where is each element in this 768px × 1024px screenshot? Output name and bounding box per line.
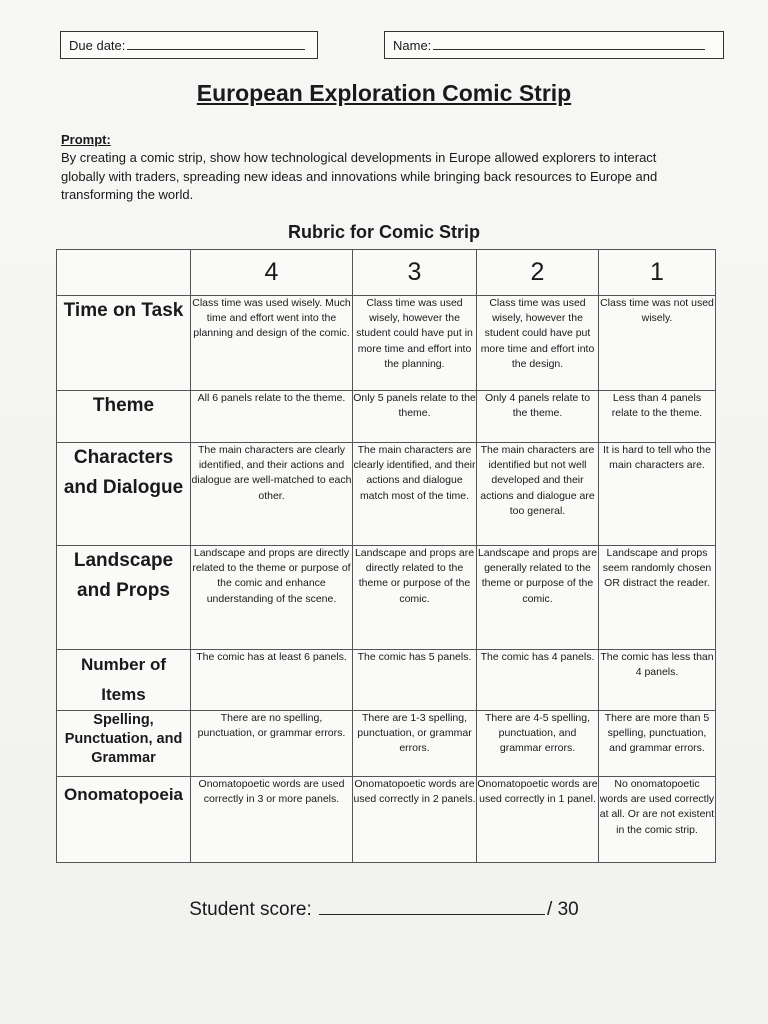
prompt-text: By creating a comic strip, show how technological developments in Europe allowed explorers to interact globally with traders, spreading new ideas and innovations while bringing back resources to Europe and transforming the world. [61, 150, 658, 202]
rubric-cell: There are no spelling, punctuation, or grammar errors. [191, 711, 353, 777]
name-field[interactable] [384, 31, 724, 59]
rubric-cell: Landscape and props are directly related to the theme or purpose of the comic. [353, 546, 477, 650]
rubric-cell: The comic has 4 panels. [477, 650, 599, 711]
rubric-row-landscape [57, 546, 716, 650]
rubric-header-row [57, 250, 716, 296]
rubric-cell: Class time was not used wisely. [599, 296, 716, 391]
rubric-cell: Landscape and props seem randomly chosen OR distract the reader. [599, 546, 716, 650]
rubric-cell: Onomatopoetic words are used correctly in 1 panel. [477, 777, 599, 863]
page-title: European Exploration Comic Strip [196, 80, 572, 106]
rubric-title: Rubric for Comic Strip [287, 222, 480, 242]
rubric-cell: All 6 panels relate to the theme. [191, 391, 353, 443]
name-blank[interactable] [433, 37, 705, 50]
criterion-landscape-props: Landscape and Props [57, 546, 191, 650]
rubric-cell: Class time was used wisely, however the student could have put more time and effort into the design. [477, 296, 599, 391]
rubric-row-theme [57, 391, 716, 443]
rubric-cell: The main characters are identified but not well developed and their actions and dialogue are too general. [477, 443, 599, 546]
name-label: Name: [393, 38, 432, 53]
rubric-cell: The main characters are clearly identified, and their actions and dialogue match most of the time. [353, 443, 477, 546]
rubric-row-characters [57, 443, 716, 546]
rubric-cell: Only 4 panels relate to the theme. [477, 391, 599, 443]
rubric-cell: Class time was used wisely. Much time and effort went into the planning and design of the comic. [191, 296, 353, 391]
criterion-time-on-task: Time on Task [57, 296, 191, 391]
rubric-cell: Less than 4 panels relate to the theme. [599, 391, 716, 443]
score-header-4: 4 [191, 250, 353, 296]
criterion-characters-dialogue: Characters and Dialogue [57, 443, 191, 546]
rubric-row-number-of-items [57, 650, 716, 711]
rubric-cell: The main characters are clearly identified, and their actions and dialogue are well-matched to each other. [191, 443, 353, 546]
rubric-row-onomatopoeia [57, 777, 716, 863]
rubric-row-spelling [57, 711, 716, 777]
student-score-blank[interactable] [319, 896, 545, 915]
criterion-onomatopoeia: Onomatopoeia [57, 777, 191, 863]
rubric-cell: No onomatopoetic words are used correctly at all. Or are not existent in the comic strip. [599, 777, 716, 863]
score-header-3: 3 [353, 250, 477, 296]
rubric-cell: There are 4-5 spelling, punctuation, and grammar errors. [477, 711, 599, 777]
criterion-spelling-grammar: Spelling, Punctuation, and Grammar [57, 711, 191, 777]
student-score-label: Student score: [189, 899, 312, 920]
rubric-cell: Landscape and props are directly related to the theme or purpose of the comic and enhance understanding of the scene. [191, 546, 353, 650]
rubric-corner-cell [57, 250, 191, 296]
due-date-blank[interactable] [127, 37, 305, 50]
score-header-1: 1 [599, 250, 716, 296]
criterion-theme: Theme [57, 391, 191, 443]
rubric-cell: There are 1-3 spelling, punctuation, or grammar errors. [353, 711, 477, 777]
rubric-cell: There are more than 5 spelling, punctuation, and grammar errors. [599, 711, 716, 777]
rubric-cell: Onomatopoetic words are used correctly in 2 panels. [353, 777, 477, 863]
rubric-cell: Onomatopoetic words are used correctly in 3 or more panels. [191, 777, 353, 863]
rubric-cell: It is hard to tell who the main characters are. [599, 443, 716, 546]
rubric-cell: The comic has 5 panels. [353, 650, 477, 711]
criterion-number-of-items: Number of Items [57, 650, 191, 711]
prompt-heading: Prompt: [61, 132, 111, 147]
rubric-cell: The comic has at least 6 panels. [191, 650, 353, 711]
student-score-total: / 30 [547, 899, 579, 920]
student-score [0, 896, 768, 921]
score-header-2: 2 [477, 250, 599, 296]
rubric-cell: Class time was used wisely, however the student could have put in more time and effort into the planning. [353, 296, 477, 391]
rubric-cell: Only 5 panels relate to the theme. [353, 391, 477, 443]
due-date-label: Due date: [69, 38, 126, 53]
rubric-cell: The comic has less than 4 panels. [599, 650, 716, 711]
due-date-field[interactable] [60, 31, 318, 59]
rubric-row-time-on-task [57, 296, 716, 391]
rubric-table [56, 249, 716, 863]
rubric-cell: Landscape and props are generally related to the theme or purpose of the comic. [477, 546, 599, 650]
